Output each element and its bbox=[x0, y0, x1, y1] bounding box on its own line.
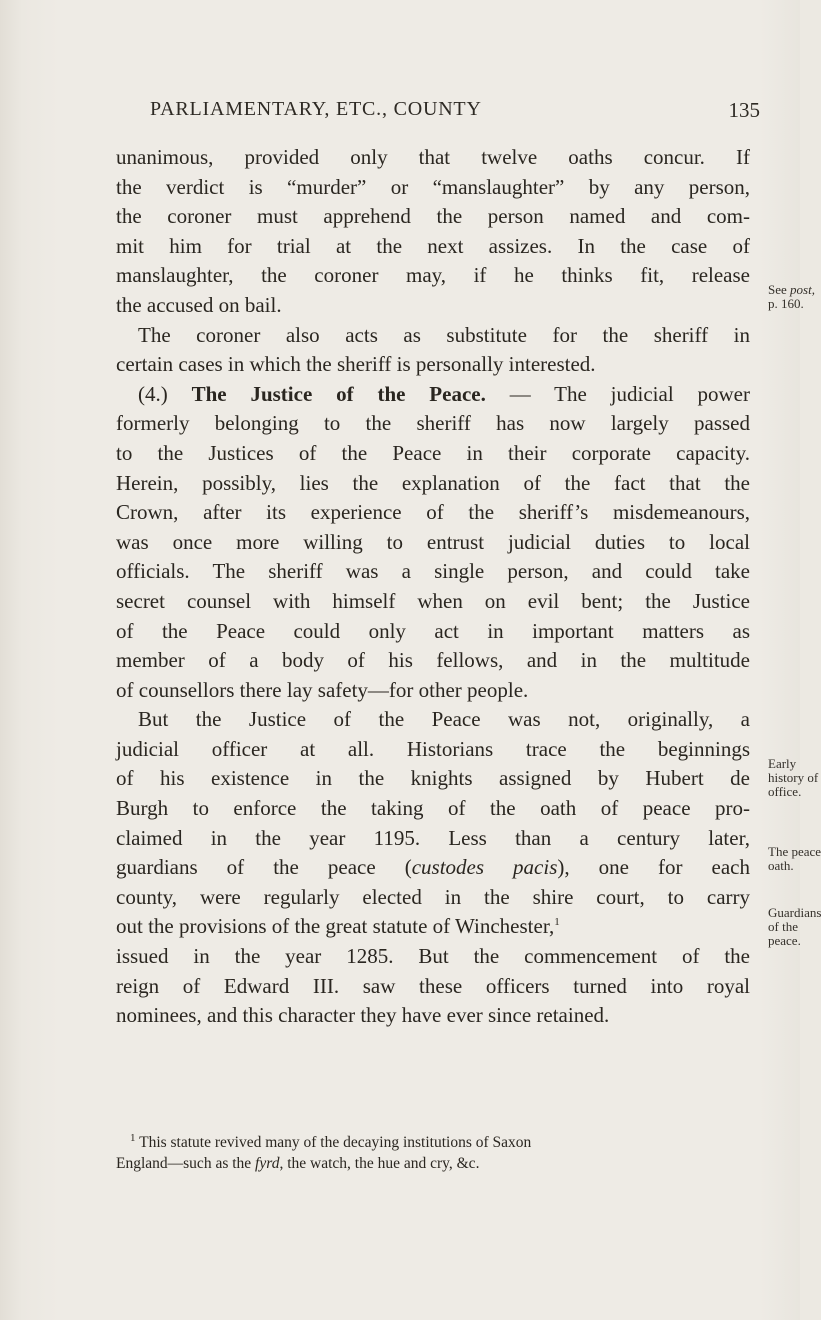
section-number: (4.) bbox=[138, 381, 192, 406]
footnote-term: fyrd bbox=[255, 1155, 280, 1172]
text-line: was once more willing to entrust judicial duties to local bbox=[116, 529, 750, 554]
text-line: unanimous, provided only that twelve oaths concur. If bbox=[116, 145, 750, 169]
text-line: the accused on bail. bbox=[116, 292, 282, 317]
text-line: formerly belonging to the sheriff has now largely passed bbox=[116, 411, 750, 436]
margin-note-see-post bbox=[768, 283, 815, 311]
margin-note-line: peace. bbox=[768, 933, 801, 948]
footnote-marker: 1 bbox=[130, 1131, 136, 1144]
margin-note-line bbox=[768, 283, 815, 297]
text-line: certain cases in which the sheriff is personally interested. bbox=[116, 352, 596, 377]
margin-note-line: Guardians bbox=[768, 905, 821, 920]
running-head bbox=[150, 98, 760, 128]
section-heading: The Justice of the Peace. bbox=[191, 381, 486, 406]
text-line: manslaughter, the coroner may, if he thinks fit, release bbox=[116, 263, 750, 288]
text-line: of counsellors there lay safety—for other people. bbox=[116, 677, 529, 702]
margin-note-line: of the bbox=[768, 919, 798, 934]
footnote bbox=[116, 1132, 750, 1174]
text-line: Herein, possibly, lies the explanation of the fact that the bbox=[116, 470, 750, 495]
margin-note-line: Early bbox=[768, 756, 797, 771]
text-line: The coroner also acts as substitute for the sheriff in bbox=[138, 322, 750, 347]
margin-note-line: The peace bbox=[768, 844, 821, 859]
text-line-part: guardians of the peace ( bbox=[116, 855, 412, 880]
text-line-part: — The judicial power bbox=[485, 381, 750, 406]
text-line: of the Peace could only act in important matters as bbox=[116, 618, 750, 643]
footnote-line bbox=[116, 1153, 750, 1174]
text-line: judicial officer at all. Historians trace the beginnings bbox=[116, 736, 750, 761]
footnote-line bbox=[116, 1132, 750, 1153]
body-text bbox=[116, 143, 750, 1031]
latin-term: custodes pacis bbox=[411, 855, 558, 880]
text-line: issued in the year 1285. But the commencement of the bbox=[116, 944, 750, 969]
margin-note-line: oath. bbox=[768, 858, 794, 873]
text-line: nominees, and this character they have ever since retained. bbox=[116, 1003, 610, 1028]
footnote-text: , the watch, the hue and cry, &c. bbox=[279, 1155, 480, 1172]
text-line: reign of Edward III. saw these officers turned into royal bbox=[116, 973, 750, 998]
page-number: 135 bbox=[728, 98, 760, 122]
margin-note-line: p. 160. bbox=[768, 296, 804, 311]
text-line: the verdict is “murder” or “manslaughter” by any person, bbox=[116, 174, 750, 199]
footnote-reference: 1 bbox=[554, 916, 560, 929]
footnote-text: This statute revived many of the decaying institutions of Saxon bbox=[135, 1134, 532, 1151]
footnote-text: England—such as the bbox=[116, 1155, 256, 1172]
text-line: officials. The sheriff was a single person, and could take bbox=[116, 559, 750, 584]
margin-note-early-history bbox=[768, 757, 818, 799]
text-line bbox=[116, 853, 750, 883]
text-line: county, were regularly elected in the shire court, to carry bbox=[116, 884, 750, 909]
text-line: of his existence in the knights assigned by Hubert de bbox=[116, 766, 750, 791]
section-heading-line bbox=[116, 380, 750, 410]
margin-note-guardians bbox=[768, 906, 821, 948]
running-title: PARLIAMENTARY, ETC., COUNTY bbox=[150, 98, 482, 120]
text-line: Crown, after its experience of the sheriff’s misdemeanours, bbox=[116, 500, 750, 525]
margin-note-line: office. bbox=[768, 784, 802, 799]
text-line: member of a body of his fellows, and in the multitude bbox=[116, 648, 750, 673]
text-line: claimed in the year 1195. Less than a century later, bbox=[116, 825, 750, 850]
text-line: mit him for trial at the next assizes. In the case of bbox=[116, 233, 750, 258]
text-line: to the Justices of the Peace in their corporate capacity. bbox=[116, 440, 750, 465]
margin-note-peace-oath bbox=[768, 845, 821, 873]
margin-note-text: post, bbox=[790, 282, 815, 297]
text-line bbox=[116, 912, 750, 942]
text-line-part: ), one for each bbox=[557, 855, 750, 880]
text-line: secret counsel with himself when on evil bent; the Justice bbox=[116, 588, 750, 613]
margin-note-line: history of bbox=[768, 770, 819, 785]
text-line: But the Justice of the Peace was not, originally, a bbox=[138, 707, 750, 732]
text-line-part: out the provisions of the great statute of Winchester, bbox=[116, 914, 555, 939]
text-line: the coroner must apprehend the person named and com- bbox=[116, 204, 750, 229]
margin-note-text: See bbox=[768, 282, 791, 297]
text-line: Burgh to enforce the taking of the oath of peace pro- bbox=[116, 796, 750, 821]
